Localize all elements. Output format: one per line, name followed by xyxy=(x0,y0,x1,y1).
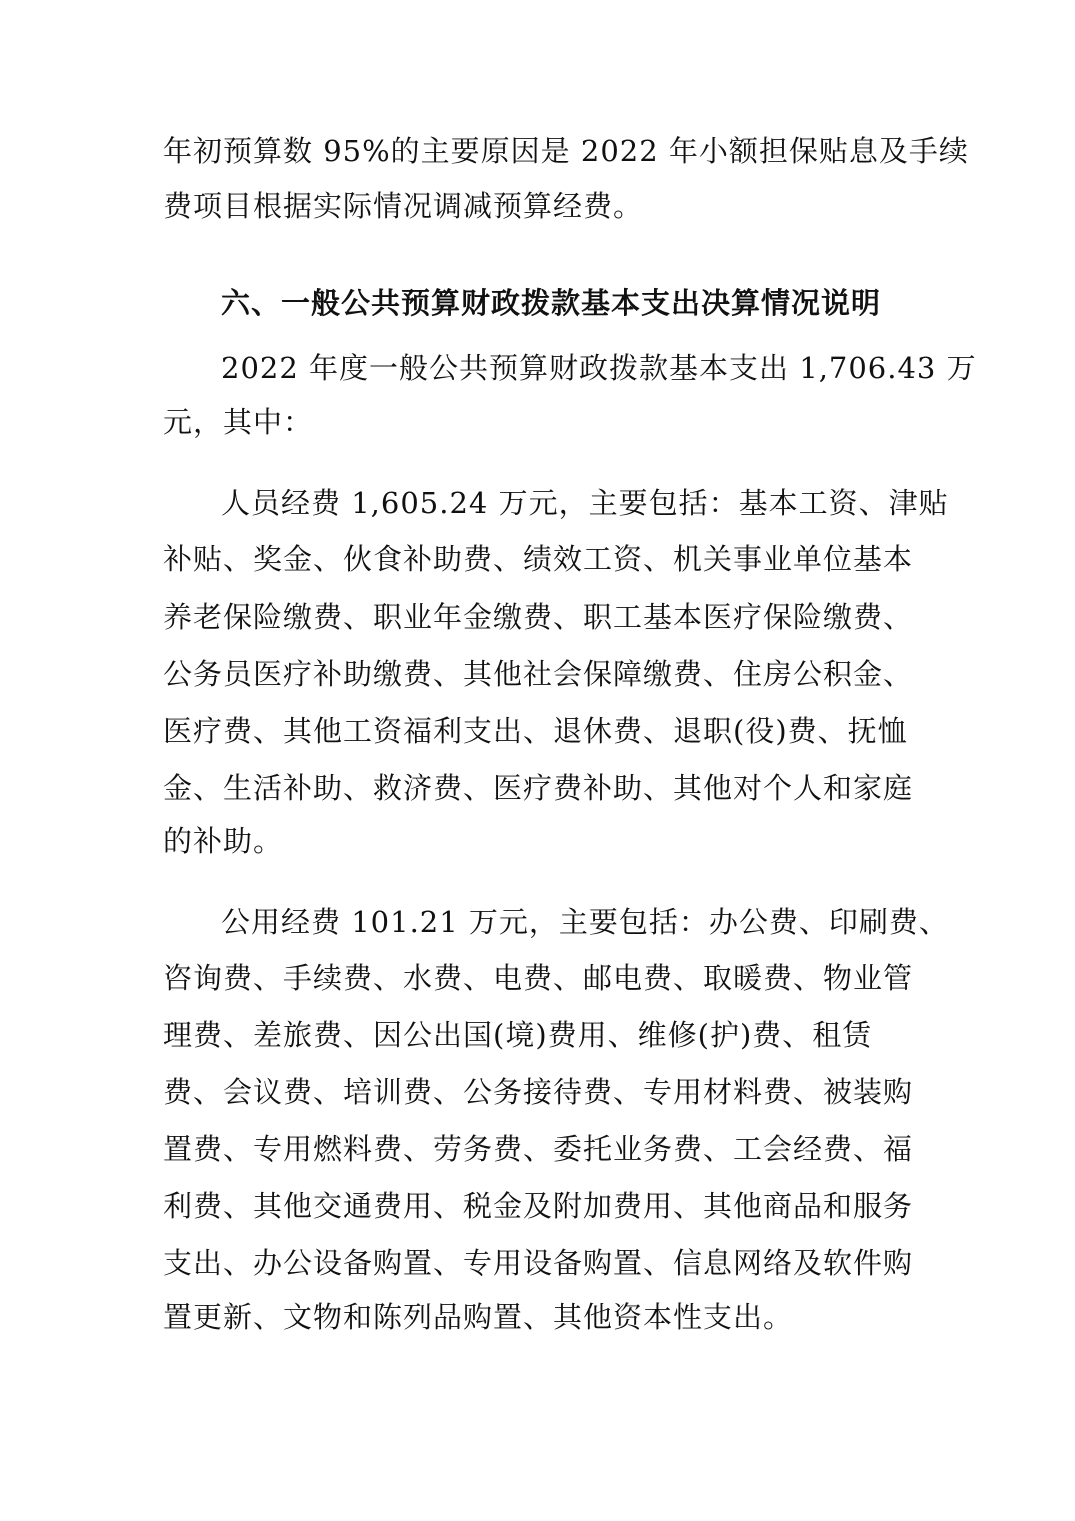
personnel-line-2: 补贴、奖金、伙食补助费、绩效工资、机关事业单位基本 xyxy=(163,542,914,576)
personnel-line-6: 金、生活补助、救济费、医疗费补助、其他对个人和家庭 xyxy=(163,771,914,805)
public-line-2: 咨询费、手续费、水费、电费、邮电费、取暖费、物业管 xyxy=(163,961,914,995)
public-line-4: 费、会议费、培训费、公务接待费、专用材料费、被装购 xyxy=(163,1075,914,1109)
public-line-1: 公用经费 101.21 万元，主要包括：办公费、印刷费、 xyxy=(221,905,949,939)
personnel-line-4: 公务员医疗补助缴费、其他社会保障缴费、住房公积金、 xyxy=(163,657,914,691)
summary-line-1: 2022 年度一般公共预算财政拨款基本支出 1,706.43 万 xyxy=(221,351,977,385)
public-line-6: 利费、其他交通费用、税金及附加费用、其他商品和服务 xyxy=(163,1189,914,1223)
public-line-8: 置更新、文物和陈列品购置、其他资本性支出。 xyxy=(163,1300,794,1334)
section-heading: 六、一般公共预算财政拨款基本支出决算情况说明 xyxy=(221,286,882,320)
public-line-5: 置费、专用燃料费、劳务费、委托业务费、工会经费、福 xyxy=(163,1132,914,1166)
intro-line-1: 年初预算数 95%的主要原因是 2022 年小额担保贴息及手续 xyxy=(163,134,969,168)
personnel-line-3: 养老保险缴费、职业年金缴费、职工基本医疗保险缴费、 xyxy=(163,600,914,634)
public-line-7: 支出、办公设备购置、专用设备购置、信息网络及软件购 xyxy=(163,1246,914,1280)
intro-line-2: 费项目根据实际情况调减预算经费。 xyxy=(163,189,644,223)
personnel-line-5: 医疗费、其他工资福利支出、退休费、退职(役)费、抚恤 xyxy=(163,714,908,748)
public-line-3: 理费、差旅费、因公出国(境)费用、维修(护)费、租赁 xyxy=(163,1018,873,1052)
personnel-line-7: 的补助。 xyxy=(163,824,284,858)
summary-line-2: 元，其中： xyxy=(163,405,314,439)
personnel-line-1: 人员经费 1,605.24 万元，主要包括：基本工资、津贴 xyxy=(221,486,949,520)
